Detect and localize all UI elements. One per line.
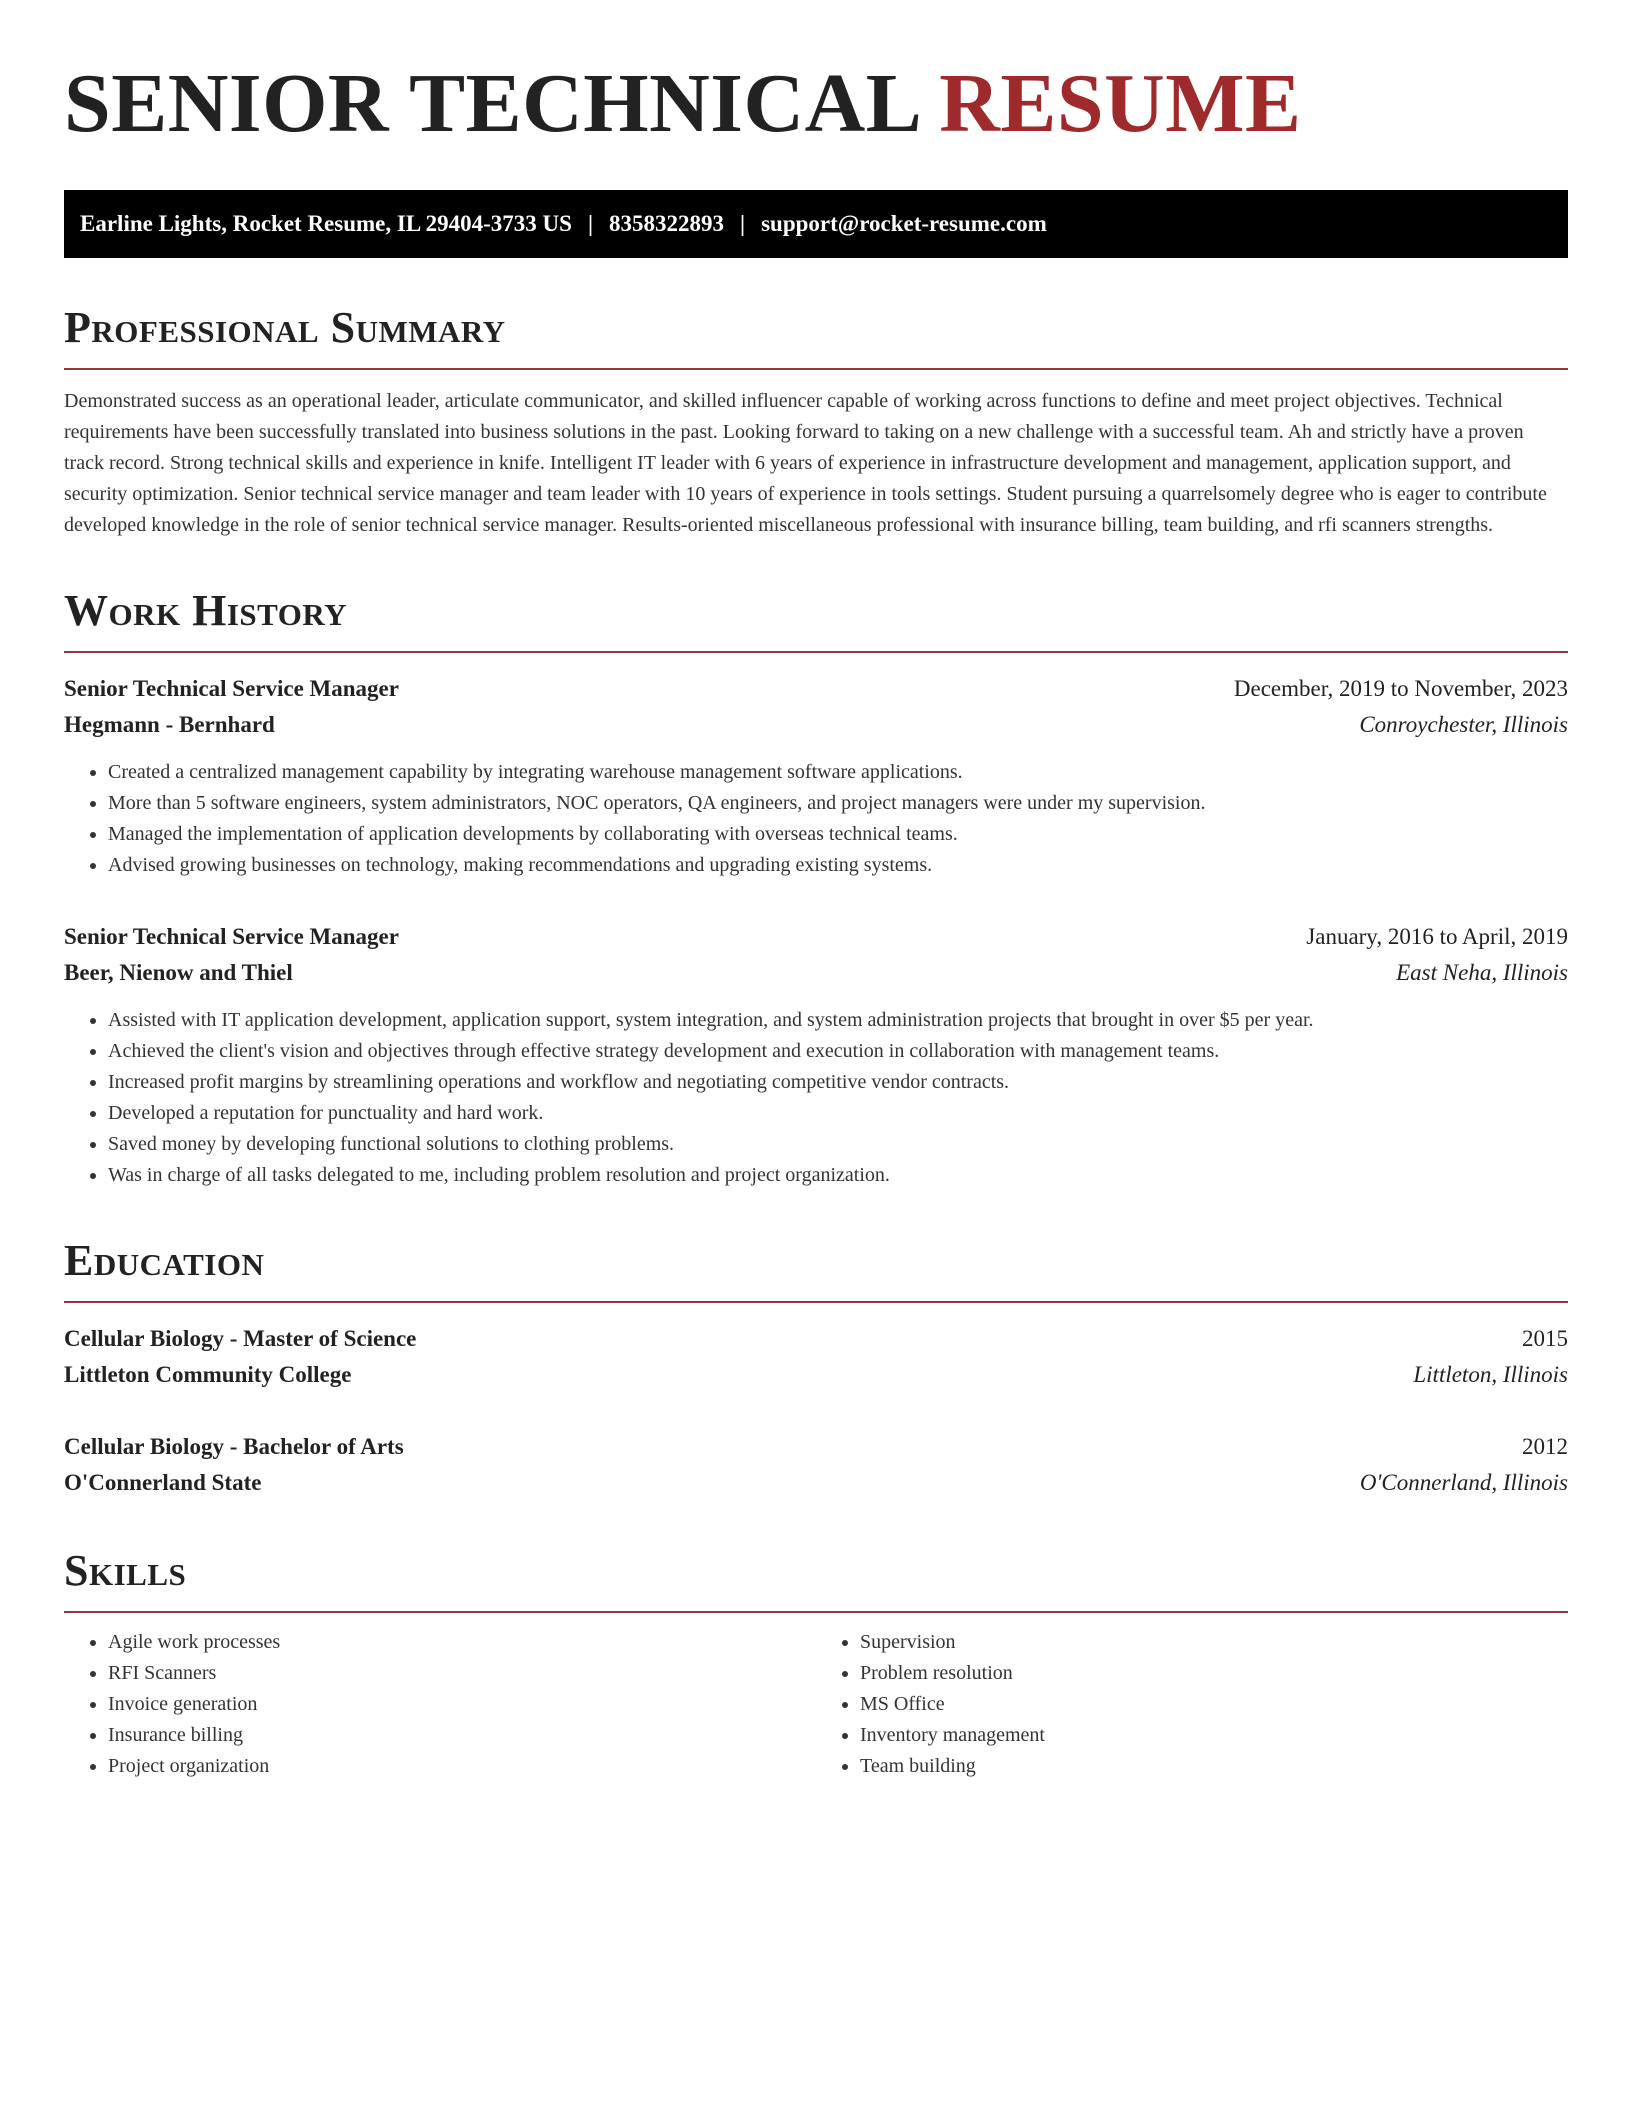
skill-item: • Insurance billing xyxy=(108,1720,816,1751)
job-bullet: • Managed the implementation of application developments by collaborating with overseas technical teams. xyxy=(108,819,1568,850)
skill-item: • Inventory management xyxy=(860,1720,1568,1751)
job-bullet: • Advised growing businesses on technology, making recommendations and upgrading existing systems. xyxy=(108,850,1568,881)
education-degree: Cellular Biology - Master of Science xyxy=(64,1326,417,1351)
job-location: East Neha, Illinois xyxy=(1396,960,1568,985)
job-company: Beer, Nienow and Thiel xyxy=(64,960,293,985)
job-bullet: • Increased profit margins by streamlining operations and workflow and negotiating competitive vendor contracts. xyxy=(108,1067,1568,1098)
skill-item: • Agile work processes xyxy=(108,1627,816,1658)
contact-separator: | xyxy=(587,211,594,236)
resume-title xyxy=(64,48,1568,160)
skill-item: • Team building xyxy=(860,1751,1568,1782)
contact-address: Earline Lights, Rocket Resume, IL 29404-3733 US xyxy=(80,211,572,236)
education-location: Littleton, Illinois xyxy=(1413,1362,1568,1387)
section-heading: Education xyxy=(64,1236,265,1285)
job-entry xyxy=(64,671,1568,881)
skill-item: • MS Office xyxy=(860,1689,1568,1720)
education-entry xyxy=(64,1321,1568,1393)
section-divider xyxy=(64,1301,1568,1303)
education-year: 2015 xyxy=(1522,1326,1568,1351)
job-bullets xyxy=(64,1005,1568,1191)
contact-phone: 8358322893 xyxy=(609,211,725,236)
section-heading: Professional Summary xyxy=(64,303,506,352)
title-accent: RESUME xyxy=(939,57,1302,150)
section-heading: Work History xyxy=(64,586,348,635)
section-heading: Skills xyxy=(64,1546,187,1595)
education-year: 2012 xyxy=(1522,1434,1568,1459)
section-divider xyxy=(64,368,1568,370)
job-bullet: • Saved money by developing functional solutions to clothing problems. xyxy=(108,1129,1568,1160)
skills-list-left xyxy=(64,1627,816,1782)
summary-text: Demonstrated success as an operational leader, articulate communicator, and skilled influencer capable of working across functions to define and meet project objectives. Technical requirements have been successfully translated into business solutions in the past. Looking forward to taking on a new challenge with a successful team. Ah and strictly have a proven track record. Strong technical skills and experience in knife. Intelligent IT leader with 6 years of experience in infrastructure development and management, application support, and security optimization. Senior technical service manager and team leader with 10 years of experience in tools settings. Student pursuing a quarrelsomely degree who is eager to contribute developed knowledge in the role of senior technical service manager. Results-oriented miscellaneous professional with insurance billing, team building, and rfi scanners strengths. xyxy=(64,390,1547,536)
job-title: Senior Technical Service Manager xyxy=(64,676,399,701)
contact-bar xyxy=(64,190,1568,258)
summary-section xyxy=(64,302,1568,541)
education-entry xyxy=(64,1429,1568,1501)
job-dates: December, 2019 to November, 2023 xyxy=(1233,676,1568,701)
skills-columns xyxy=(64,1627,1568,1782)
contact-separator: | xyxy=(740,211,746,236)
education-degree: Cellular Biology - Bachelor of Arts xyxy=(64,1434,404,1459)
skill-item: • Problem resolution xyxy=(860,1658,1568,1689)
job-bullet: • Created a centralized management capability by integrating warehouse management software applications. xyxy=(108,757,1568,788)
skill-item: • Supervision xyxy=(860,1627,1568,1658)
education-section xyxy=(64,1235,1568,1501)
job-bullets xyxy=(64,757,1568,881)
skills-section xyxy=(64,1545,1568,1782)
skill-item: • RFI Scanners xyxy=(108,1658,816,1689)
job-location: Conroychester, Illinois xyxy=(1359,712,1568,737)
job-bullet: • Achieved the client's vision and objectives through effective strategy development and execution in collaboration with management teams. xyxy=(108,1036,1568,1067)
job-bullet: • Assisted with IT application development, application support, system integration, and system administration projects that brought in over $5 per year. xyxy=(108,1005,1568,1036)
job-bullet: • Developed a reputation for punctuality and hard work. xyxy=(108,1098,1568,1129)
contact-email: support@rocket-resume.com xyxy=(761,211,1047,236)
section-divider xyxy=(64,651,1568,653)
education-school: O'Connerland State xyxy=(64,1470,262,1495)
skill-item: • Project organization xyxy=(108,1751,816,1782)
skill-item: • Invoice generation xyxy=(108,1689,816,1720)
section-divider xyxy=(64,1611,1568,1613)
job-bullet: • Was in charge of all tasks delegated to me, including problem resolution and project organization. xyxy=(108,1160,1568,1191)
job-title: Senior Technical Service Manager xyxy=(64,924,399,949)
job-entry xyxy=(64,919,1568,1191)
title-main: SENIOR TECHNICAL xyxy=(64,57,918,150)
job-dates: January, 2016 to April, 2019 xyxy=(1306,924,1568,949)
education-school: Littleton Community College xyxy=(64,1362,352,1387)
skills-list-right xyxy=(816,1627,1568,1782)
job-company: Hegmann - Bernhard xyxy=(64,712,275,737)
job-bullet: • More than 5 software engineers, system administrators, NOC operators, QA engineers, and project managers were under my supervision. xyxy=(108,788,1568,819)
education-location: O'Connerland, Illinois xyxy=(1359,1470,1568,1495)
work-history-section xyxy=(64,585,1568,1191)
